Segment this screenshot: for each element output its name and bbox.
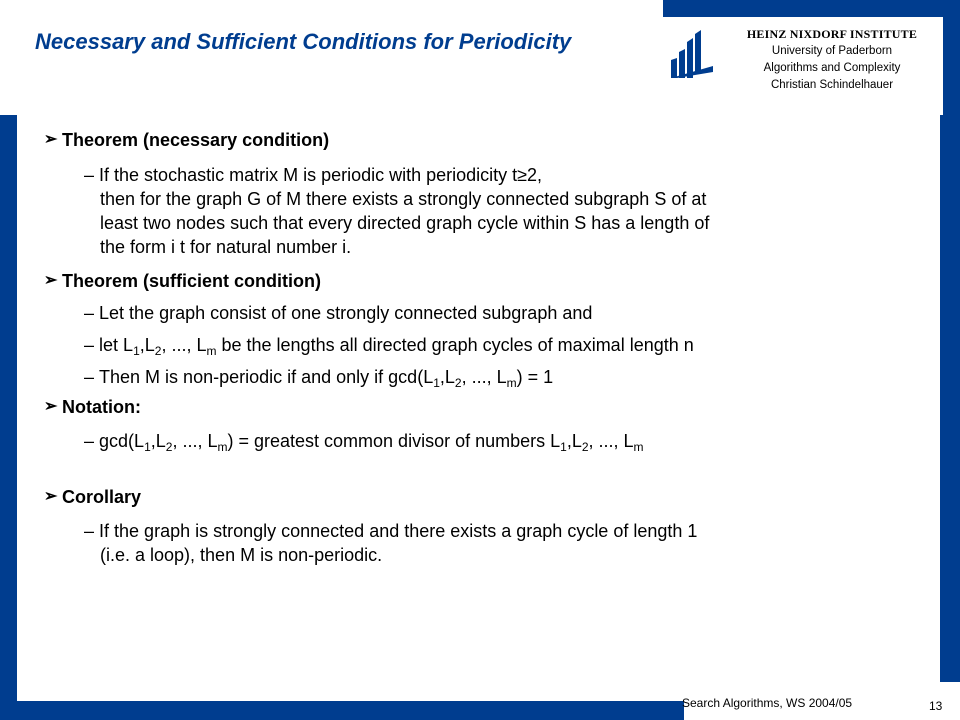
t2i2-sep: , ..., L <box>161 335 207 355</box>
subscript: m <box>217 440 228 454</box>
notation-sep: , ..., L <box>172 431 218 451</box>
t2i3-sep: ,L <box>439 367 455 387</box>
arrow-bullet-icon: ➢ <box>44 488 58 505</box>
dash: – <box>84 303 95 323</box>
dash: – <box>84 521 95 541</box>
frame-bottom-bar <box>0 701 684 720</box>
notation-prefix: gcd(L <box>99 431 145 451</box>
t2i3-suffix: ) = 1 <box>516 367 554 387</box>
notation-heading: Notation: <box>62 397 141 417</box>
page-number: 13 <box>929 699 943 713</box>
theorem1-line-3: least two nodes such that every directed graph cycle within S has a length of <box>100 213 710 233</box>
theorem2-item-1 <box>44 301 929 325</box>
notation-heading-row <box>44 395 929 419</box>
dash: – <box>84 431 95 451</box>
theorem2-item-3 <box>44 365 929 389</box>
institute-block <box>716 26 948 94</box>
institute-author: Christian Schindelhauer <box>770 79 894 91</box>
notation-sep: , ..., L <box>588 431 634 451</box>
theorem1-line-2: then for the graph G of M there exists a strongly connected subgraph S of at <box>100 189 707 209</box>
theorem2-heading: Theorem (sufficient condition) <box>62 271 321 291</box>
notation-item <box>44 429 929 453</box>
corollary-heading: Corollary <box>62 487 142 507</box>
frame-top-bar <box>663 0 960 17</box>
notation-sep: ,L <box>150 431 166 451</box>
dash: – <box>84 335 95 355</box>
subscript: 2 <box>581 440 589 454</box>
subscript: 1 <box>133 344 140 358</box>
subscript: 2 <box>154 344 162 358</box>
corollary-line-2: (i.e. a loop), then M is non-periodic. <box>100 545 383 565</box>
slide-body <box>44 128 929 567</box>
institute-university: University of Paderborn <box>771 45 893 57</box>
theorem2-item-2 <box>44 333 929 357</box>
corollary-heading-row <box>44 485 929 509</box>
footer-course: Search Algorithms, WS 2004/05 <box>682 696 853 710</box>
t2i3-sep: , ..., L <box>461 367 507 387</box>
t2i2-prefix: let L <box>99 335 134 355</box>
corollary-text <box>44 519 929 567</box>
subscript: 1 <box>144 440 151 454</box>
t2i3-prefix: Then M is non-periodic if and only if gcd(L <box>99 367 434 387</box>
dash: – <box>84 367 95 387</box>
dash: – <box>84 165 95 185</box>
subscript: m <box>206 344 217 358</box>
notation-middle: ) = greatest common divisor of numbers L <box>227 431 561 451</box>
subscript: 1 <box>433 376 440 390</box>
institute-group: Algorithms and Complexity <box>763 62 901 74</box>
theorem1-heading-row <box>44 128 929 152</box>
frame-left-bar <box>0 115 17 720</box>
university-logo-icon <box>669 30 713 78</box>
slide-title: Necessary and Sufficient Conditions for Periodicity <box>35 29 572 54</box>
theorem2-heading-row <box>44 269 929 293</box>
institute-name: HEINZ NIXDORF INSTITUTE <box>746 27 918 41</box>
subscript: m <box>633 440 644 454</box>
subscript: 2 <box>165 440 173 454</box>
theorem1-heading: Theorem (necessary condition) <box>62 130 330 150</box>
subscript: 1 <box>560 440 567 454</box>
subscript: m <box>506 376 517 390</box>
theorem1-text <box>44 163 929 259</box>
notation-sep: ,L <box>566 431 582 451</box>
frame-right-lower-bar <box>940 115 960 682</box>
t2i2-sep: ,L <box>139 335 155 355</box>
arrow-bullet-icon: ➢ <box>44 131 58 148</box>
theorem1-line-4: the form i t for natural number i. <box>100 237 352 257</box>
subscript: 2 <box>454 376 462 390</box>
corollary-line-1: If the graph is strongly connected and there exists a graph cycle of length 1 <box>99 521 698 541</box>
arrow-bullet-icon: ➢ <box>44 398 58 415</box>
theorem1-line-1: If the stochastic matrix M is periodic with periodicity t≥2, <box>99 165 543 185</box>
t2i2-suffix: be the lengths all directed graph cycles of maximal length n <box>216 335 694 355</box>
arrow-bullet-icon: ➢ <box>44 272 58 289</box>
theorem2-item-1-text: Let the graph consist of one strongly connected subgraph and <box>99 303 593 323</box>
